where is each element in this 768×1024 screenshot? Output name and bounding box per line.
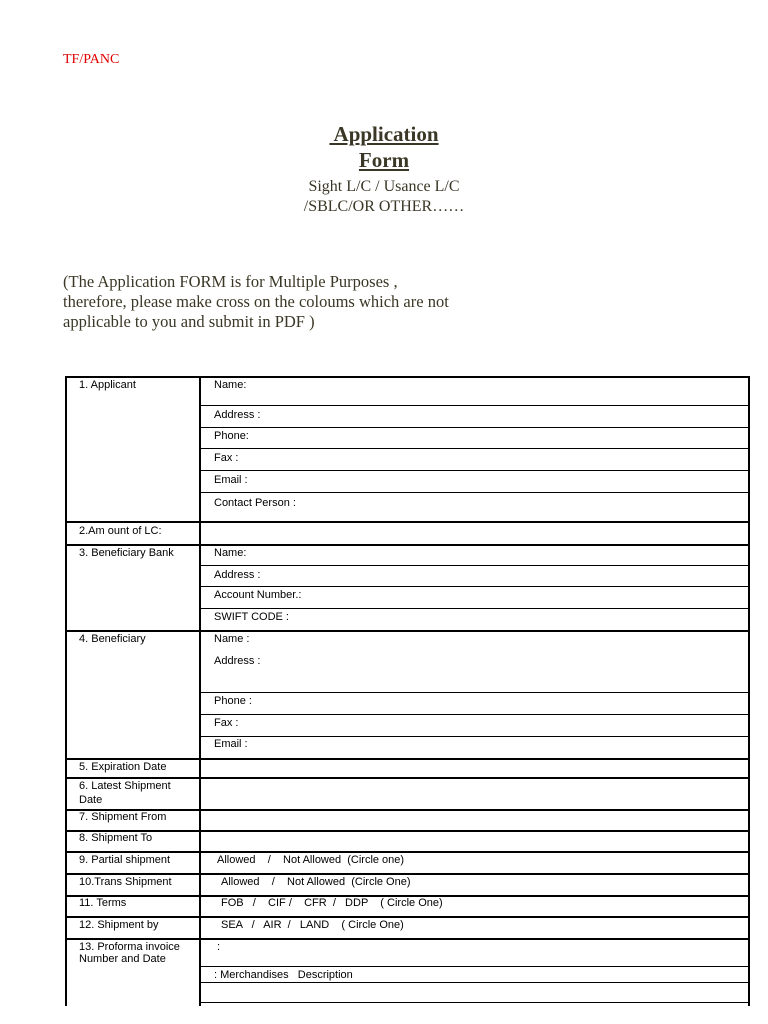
- partial-shipment-options[interactable]: Allowed / Not Allowed (Circle one): [217, 854, 405, 866]
- bank-account-number-field[interactable]: Account Number.:: [214, 589, 302, 601]
- proforma-label-line1: 13. Proforma invoice: [79, 941, 180, 953]
- instruction-note: [63, 272, 543, 332]
- row-divider: [65, 630, 750, 632]
- beneficiary-name-field[interactable]: Name :: [214, 633, 250, 645]
- subrow-divider: [199, 427, 750, 428]
- applicant-contact-person-field[interactable]: Contact Person :: [214, 497, 296, 509]
- row-divider: [65, 851, 750, 853]
- beneficiary-email-field[interactable]: Email :: [214, 738, 248, 750]
- table-left-border: [65, 376, 67, 1006]
- note-line-3: applicable to you and submit in PDF ): [63, 312, 315, 331]
- subrow-divider: [199, 692, 750, 693]
- form-subtitle-line2: /SBLC/OR OTHER……: [303, 198, 465, 215]
- merchandise-description-field[interactable]: : Merchandises Description: [214, 969, 353, 981]
- trans-shipment-options[interactable]: Allowed / Not Allowed (Circle One): [221, 876, 411, 888]
- trans-shipment-label: 10.Trans Shipment: [79, 876, 172, 888]
- bank-swift-code-field[interactable]: SWIFT CODE :: [214, 611, 289, 623]
- applicant-name-field[interactable]: Name:: [214, 379, 247, 391]
- note-line-2: therefore, please make cross on the coloums which are not: [63, 292, 449, 311]
- amount-label: 2.Am ount of LC:: [79, 525, 162, 537]
- row-divider: [65, 376, 750, 378]
- row-divider: [65, 521, 750, 523]
- form-subtitle-line1: Sight L/C / Usance L/C: [308, 178, 460, 195]
- terms-label: 11. Terms: [79, 897, 127, 909]
- beneficiary-address-field[interactable]: Address :: [214, 655, 261, 667]
- partial-shipment-label: 9. Partial shipment: [79, 854, 171, 866]
- note-line-1: (The Application FORM is for Multiple Purposes ,: [63, 272, 398, 291]
- terms-options[interactable]: FOB / CIF / CFR / DDP ( Circle One): [221, 897, 443, 909]
- row-divider: [65, 758, 750, 760]
- subrow-divider: [199, 405, 750, 406]
- beneficiary-label: 4. Beneficiary: [79, 633, 146, 645]
- proforma-number-field[interactable]: :: [217, 941, 221, 953]
- shipment-from-label: 7. Shipment From: [79, 811, 167, 823]
- bank-name-field[interactable]: Name:: [214, 547, 247, 559]
- row-divider: [65, 777, 750, 779]
- beneficiary-fax-field[interactable]: Fax :: [214, 717, 239, 729]
- applicant-email-field[interactable]: Email :: [214, 474, 248, 486]
- document-code: TF/PANC: [63, 52, 120, 67]
- row-divider: [65, 938, 750, 940]
- shipment-to-label: 8. Shipment To: [79, 832, 153, 844]
- shipment-by-label: 12. Shipment by: [79, 919, 159, 931]
- bank-address-field[interactable]: Address :: [214, 569, 261, 581]
- row-divider: [65, 873, 750, 875]
- subrow-divider: [199, 736, 750, 737]
- latest-shipment-label-line2: Date: [79, 794, 103, 806]
- applicant-label: 1. Applicant: [79, 379, 136, 391]
- applicant-address-field[interactable]: Address :: [214, 409, 261, 421]
- row-divider: [65, 830, 750, 832]
- subrow-divider: [199, 492, 750, 493]
- subrow-divider: [199, 966, 750, 967]
- application-form-table: [65, 376, 750, 1006]
- subrow-divider: [199, 586, 750, 587]
- proforma-label-line2: Number and Date: [79, 953, 166, 965]
- subrow-divider: [199, 565, 750, 566]
- shipment-by-options[interactable]: SEA / AIR / LAND ( Circle One): [221, 919, 404, 931]
- subrow-divider: [199, 448, 750, 449]
- subrow-divider: [199, 1002, 750, 1003]
- form-title-line2: Form: [358, 148, 410, 172]
- subrow-divider: [199, 982, 750, 983]
- expiration-date-label: 5. Expiration Date: [79, 761, 167, 773]
- subrow-divider: [199, 714, 750, 715]
- row-divider: [65, 916, 750, 918]
- applicant-fax-field[interactable]: Fax :: [214, 452, 239, 464]
- form-title-line1: Application: [329, 122, 439, 146]
- latest-shipment-label-line1: 6. Latest Shipment: [79, 780, 171, 792]
- subrow-divider: [199, 470, 750, 471]
- row-divider: [65, 809, 750, 811]
- row-divider: [65, 544, 750, 546]
- applicant-phone-field[interactable]: Phone:: [214, 430, 249, 442]
- beneficiary-bank-label: 3. Beneficiary Bank: [79, 547, 174, 559]
- subrow-divider: [199, 608, 750, 609]
- beneficiary-phone-field[interactable]: Phone :: [214, 695, 252, 707]
